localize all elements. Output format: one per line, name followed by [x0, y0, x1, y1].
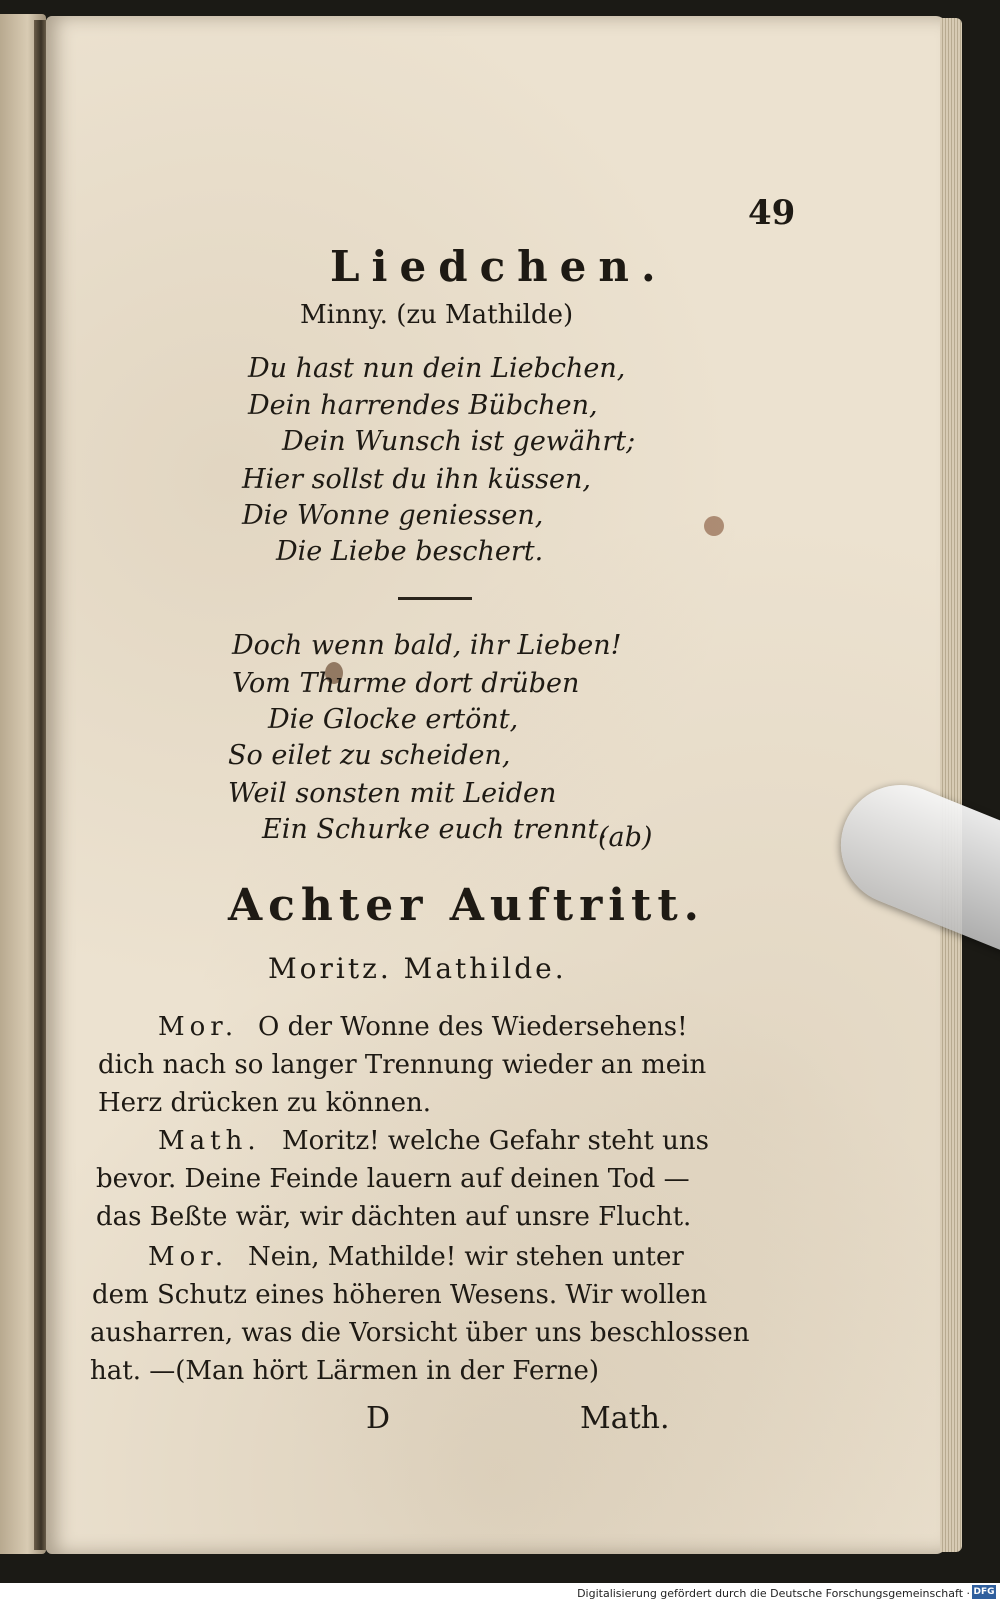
verse-line: Ein Schurke euch trennt. — [262, 814, 607, 845]
ink-stain — [704, 516, 724, 536]
verse-line: Dein Wunsch ist gewährt; — [282, 426, 636, 457]
verse-line: Die Glocke ertönt, — [268, 704, 519, 735]
dialogue-speaker: Mor. — [158, 1012, 239, 1042]
footer-credit: Digitalisierung gefördert durch die Deutsche Forschungsgemeinschaft · — [577, 1587, 970, 1600]
verse-line: Du hast nun dein Liebchen, — [248, 353, 626, 384]
dfg-logo: DFG — [973, 1587, 995, 1597]
scene-characters: Moritz. Mathilde. — [268, 952, 567, 985]
dialogue-line: Moritz! welche Gefahr steht uns — [282, 1126, 709, 1156]
song-speaker: Minny. (zu Mathilde) — [300, 300, 574, 330]
verse-divider — [398, 597, 472, 600]
page-number: 49 — [748, 193, 796, 233]
dialogue-speaker: Mor. — [148, 1242, 229, 1272]
dialogue-line: bevor. Deine Feinde lauern auf deinen Tod — — [96, 1164, 690, 1194]
verse-line: Vom Thurme dort drüben — [232, 668, 580, 699]
stage-direction-exit: (ab) — [598, 822, 653, 853]
dialogue-line: Herz drücken zu können. — [98, 1088, 431, 1118]
dialogue-line: Nein, Mathilde! wir stehen unter — [248, 1242, 684, 1272]
verse-line: Hier sollst du ihn küssen, — [242, 464, 591, 495]
dialogue-line: dem Schutz eines höheren Wesens. Wir wollen — [92, 1280, 708, 1310]
verse-line: So eilet zu scheiden, — [228, 740, 511, 771]
catchword: Math. — [580, 1401, 670, 1436]
verse-line: Weil sonsten mit Leiden — [228, 778, 557, 809]
dialogue-speaker: Math. — [158, 1126, 261, 1156]
dialogue-line: das Beßte wär, wir dächten auf unsre Flucht. — [96, 1202, 692, 1232]
scene-title: Achter Auftritt. — [228, 880, 705, 931]
dialogue-line: hat. —(Man hört Lärmen in der Ferne) — [90, 1356, 600, 1386]
dialogue-line: O der Wonne des Wiedersehens! — [258, 1012, 688, 1042]
dialogue-line: ausharren, was die Vorsicht über uns beschlossen — [90, 1318, 750, 1348]
verse-line: Die Wonne geniessen, — [242, 500, 544, 531]
verse-line: Dein harrendes Bübchen, — [248, 390, 598, 421]
song-title: Liedchen. — [330, 242, 668, 291]
dialogue-line: dich nach so langer Trennung wieder an mein — [98, 1050, 707, 1080]
verse-line: Die Liebe beschert. — [276, 536, 544, 567]
page-stack-edge — [940, 18, 962, 1552]
verse-line: Doch wenn bald, ihr Lieben! — [232, 630, 622, 661]
signature-mark: D — [366, 1401, 391, 1436]
